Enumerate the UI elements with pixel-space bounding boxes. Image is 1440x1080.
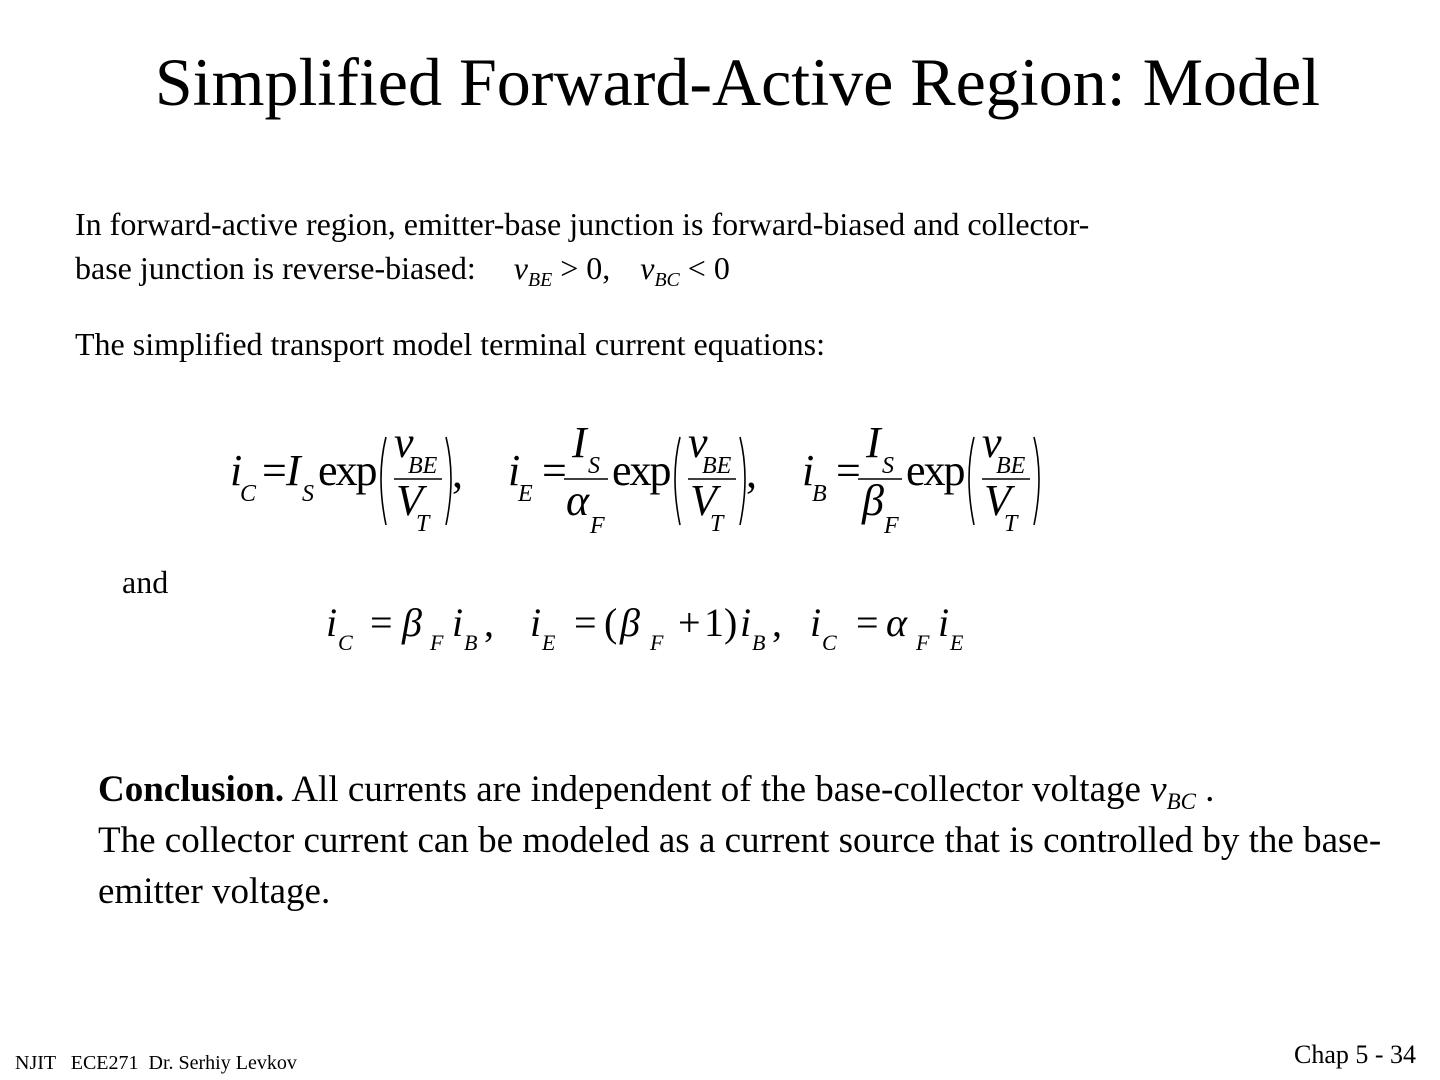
ic-exp: exp xyxy=(318,446,376,495)
slide-title: Simplified Forward-Active Region: Model xyxy=(154,44,1321,120)
ic-left-paren xyxy=(381,437,386,525)
conclusion-period: . xyxy=(1205,769,1215,810)
vbe-subscript: BE xyxy=(527,268,553,291)
ie-is: I xyxy=(572,418,587,467)
r3-ie-sub: E xyxy=(950,630,964,655)
r3-ie: i xyxy=(938,600,950,645)
ib-lhs: i xyxy=(802,446,815,495)
conclusion-vbc: v xyxy=(1150,769,1167,810)
ie-left-paren xyxy=(675,437,680,525)
r2-beta-sub: F xyxy=(650,630,664,655)
ib-equals: = xyxy=(836,446,861,495)
conclusion-label: Conclusion. xyxy=(98,769,285,810)
r2-one: 1) xyxy=(704,600,738,645)
r2-lhs-sub: E xyxy=(542,630,556,655)
ib-left-paren xyxy=(969,437,974,525)
ic-vbe: v xyxy=(394,418,414,467)
r2-plus: + xyxy=(678,600,701,645)
ie-is-sub: S xyxy=(588,453,600,479)
conclusion-vbc-sub: BC xyxy=(1166,789,1196,815)
intro-line-2-text: base junction is reverse-biased: xyxy=(75,250,476,286)
r2-open-paren: ( xyxy=(604,600,618,645)
r3-alpha: α xyxy=(886,600,907,645)
ie-equals: = xyxy=(542,446,567,495)
ic-lhs: i xyxy=(230,446,243,495)
ib-vbe-sub: BE xyxy=(996,453,1026,479)
vbc-condition: < 0 xyxy=(687,250,730,286)
ie-right-paren xyxy=(740,437,745,525)
r2-ib: i xyxy=(740,600,752,645)
conclusion xyxy=(98,764,1398,917)
footer-course-info: NJIT ECE271 Dr. Serhiy Levkov xyxy=(15,1052,297,1074)
vbe-condition: > 0, xyxy=(560,250,611,286)
ic-right-paren xyxy=(446,437,451,525)
r2-lhs: i xyxy=(530,600,542,645)
r1-sep: , xyxy=(484,600,494,645)
ib-lhs-sub: B xyxy=(812,481,827,507)
ic-vt: V xyxy=(396,476,423,525)
terminal-current-equations-svg xyxy=(210,415,1070,550)
ie-vbe: v xyxy=(688,418,708,467)
r2-ib-sub: B xyxy=(752,630,766,655)
ie-lhs: i xyxy=(508,446,521,495)
ib-vt-sub: T xyxy=(1004,511,1018,537)
r3-equals: = xyxy=(856,600,879,645)
ic-is-sub: S xyxy=(302,481,314,507)
vbe-variable: v xyxy=(513,250,528,286)
ie-alpha-sub: F xyxy=(590,513,605,539)
r1-lhs-sub: C xyxy=(338,630,353,655)
ib-beta-sub: F xyxy=(884,513,899,539)
ib-beta: β xyxy=(862,476,884,525)
ie-vt-sub: T xyxy=(710,511,724,537)
ib-is-sub: S xyxy=(882,453,894,479)
ic-vbe-sub: BE xyxy=(408,453,438,479)
ic-vt-sub: T xyxy=(416,511,430,537)
ib-right-paren xyxy=(1034,437,1039,525)
ic-sep: , xyxy=(452,448,463,497)
r3-alpha-sub: F xyxy=(916,630,930,655)
ie-vbe-sub: BE xyxy=(702,453,732,479)
terminal-current-equations xyxy=(210,415,1070,555)
equations-intro: The simplified transport model terminal current equations: xyxy=(75,326,826,362)
r3-lhs-sub: C xyxy=(822,630,837,655)
intro-line-2 xyxy=(75,246,730,290)
ie-vt: V xyxy=(690,476,717,525)
r1-ib: i xyxy=(452,600,464,645)
ie-sep: , xyxy=(746,448,757,497)
r3-lhs: i xyxy=(810,600,822,645)
ic-equals: = xyxy=(262,446,287,495)
ie-alpha: α xyxy=(566,476,590,525)
conclusion-text-1: All currents are independent of the base-collector voltage xyxy=(291,769,1141,810)
ic-is: I xyxy=(286,446,301,495)
ib-vbe: v xyxy=(982,418,1002,467)
current-relations-svg xyxy=(320,592,980,662)
r2-equals: = xyxy=(574,600,597,645)
r1-equals: = xyxy=(370,600,393,645)
r1-beta: β xyxy=(402,600,422,645)
ie-exp: exp xyxy=(612,446,670,495)
r1-lhs: i xyxy=(326,600,338,645)
and-label: and xyxy=(122,564,169,600)
ib-exp: exp xyxy=(906,446,964,495)
intro-line-1: In forward-active region, emitter-base junction is forward-biased and collector- xyxy=(75,206,1090,242)
conclusion-text-2: The collector current can be modeled as a current source that is controlled by the base-emitter voltage. xyxy=(98,820,1382,912)
footer-page-number: Chap 5 - 34 xyxy=(1294,1040,1417,1069)
r2-beta: β xyxy=(620,600,640,645)
r1-ib-sub: B xyxy=(464,630,478,655)
ib-vt: V xyxy=(984,476,1011,525)
current-relations xyxy=(320,592,980,667)
r2-sep: , xyxy=(772,600,782,645)
vbc-subscript: BC xyxy=(654,268,680,291)
ib-is: I xyxy=(866,418,881,467)
vbc-variable: v xyxy=(640,250,655,286)
ie-lhs-sub: E xyxy=(518,481,533,507)
r1-beta-sub: F xyxy=(430,630,444,655)
ic-lhs-sub: C xyxy=(240,481,257,507)
